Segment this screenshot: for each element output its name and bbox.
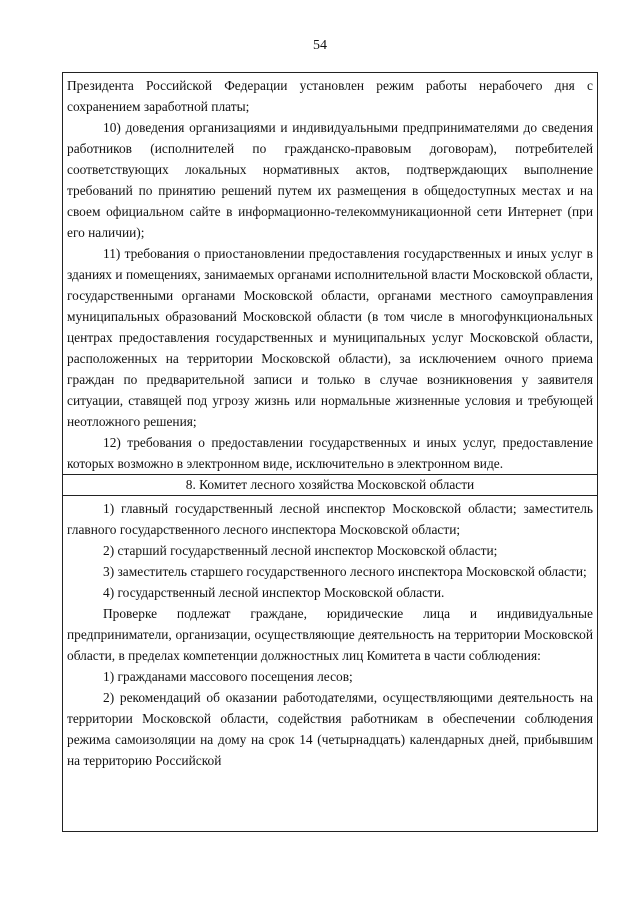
paragraph-inspector-1: 1) главный государственный лесной инспектор Московской области; заместитель главного государственного лесного инспектора Московской области; [67, 501, 593, 537]
paragraph-compliance-1: 1) гражданами массового посещения лесов; [103, 669, 353, 684]
paragraph-inspector-3: 3) заместитель старшего государственного лесного инспектора Московской области; [103, 564, 587, 579]
table-cell-section-8 [63, 496, 597, 771]
page-number: 54 [313, 38, 327, 53]
paragraph-compliance-2: 2) рекомендаций об оказании работодателями, осуществляющими деятельность на территории Московской области, содействия работникам в обеспечении соблюдения режима самоизоляции на дому на срок 14 (четырнадцать) календарных дней, прибывшим на территорию Российской [67, 690, 593, 768]
section-header: 8. Комитет лесного хозяйства Московской области [63, 474, 597, 496]
paragraph-inspector-4: 4) государственный лесной инспектор Московской области. [103, 585, 445, 600]
document-table [62, 72, 598, 832]
paragraph-item-12: 12) требования о предоставлении государственных и иных услуг, предоставление которых возможно в электронном виде, исключительно в электронном виде. [67, 435, 593, 471]
paragraph-subjects: Проверке подлежат граждане, юридические лица и индивидуальные предприниматели, организации, осуществляющие деятельность на территории Московской области, в пределах компетенции должностных лиц Комитета в части соблюдения: [67, 606, 593, 663]
paragraph-inspector-2: 2) старший государственный лесной инспектор Московской области; [103, 543, 498, 558]
table-cell-continuation [63, 73, 597, 474]
paragraph-item-11: 11) требования о приостановлении предоставления государственных и иных услуг в зданиях и помещениях, занимаемых органами исполнительной власти Московской области, государственными органами Московской области, органами местного самоуправления муниципальных образований Московской области (в том числе в многофункциональных центрах предоставления государственных и муниципальных услуг Московской области, расположенных на территории Московской области), за исключением очного приема граждан по предварительной записи и только в случае возникновения у заявителя ситуации, ставящей под угрозу жизнь или нормальные жизненные условия и требующей неотложного решения; [67, 246, 593, 429]
paragraph-continuation: Президента Российской Федерации установлен режим работы нерабочего дня с сохранением заработной платы; [67, 78, 593, 114]
paragraph-item-10: 10) доведения организациями и индивидуальными предпринимателями до сведения работников (исполнителей по гражданско-правовым договорам), потребителей соответствующих локальных нормативных актов, подтверждающих выполнение требований по принятию решений путем их размещения в общедоступных местах и на своем официальном сайте в информационно-телекоммуникационной сети Интернет (при его наличии); [67, 120, 593, 240]
